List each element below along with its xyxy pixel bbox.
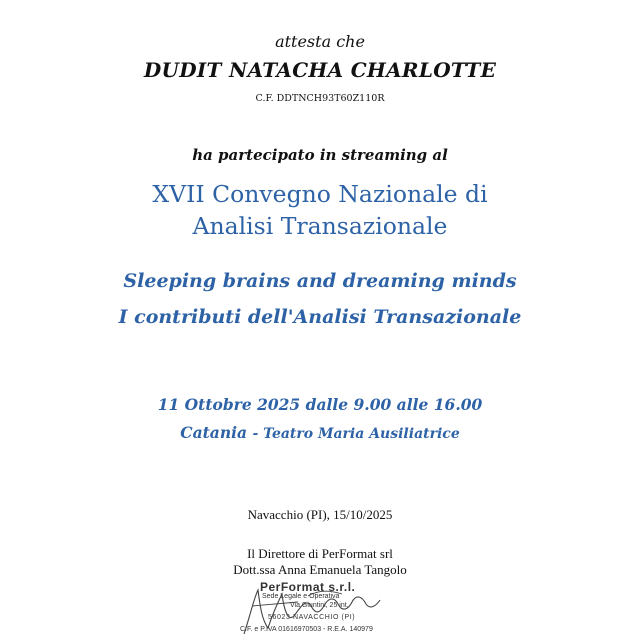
stamp-company-name: PerFormat s.r.l.	[260, 580, 356, 594]
attesta-label: attesta che	[275, 32, 365, 51]
handwritten-signature	[238, 576, 398, 640]
event-date: 11 Ottobre 2025 dalle 9.00 alle 16.00	[157, 395, 483, 414]
fiscal-code: C.F. DDTNCH93T60Z110R	[255, 93, 385, 104]
stamp-legal-seat: Sede Legale e Operativa	[262, 593, 340, 600]
event-venue: - Teatro Maria Ausiliatrice	[252, 426, 460, 442]
director-name: Dott.ssa Anna Emanuela Tangolo	[233, 562, 407, 577]
participation-label: ha partecipato in streaming al	[192, 146, 448, 164]
event-city: Catania	[180, 423, 248, 442]
event-subtitle-line2: I contributi dell'Analisi Transazionale	[118, 306, 522, 328]
signed-place-date: Navacchio (PI), 15/10/2025	[247, 507, 393, 522]
participant-name: DUDIT NATACHA CHARLOTTE	[143, 58, 497, 82]
event-title-line2: Analisi Transazionale	[192, 212, 448, 240]
event-title-line1: XVII Convegno Nazionale di	[152, 180, 488, 208]
director-title: Il Direttore di PerFormat srl	[247, 546, 393, 561]
stamp-address: Via Giuntini, 25 int.	[290, 602, 349, 609]
stamp-city: 56023 NAVACCHIO (PI)	[268, 614, 356, 621]
stamp-tax-info: C.F. e P.IVA 01616970503 - R.E.A. 140979	[240, 626, 373, 633]
event-subtitle-line1: Sleeping brains and dreaming minds	[123, 270, 517, 292]
event-location	[0, 423, 640, 442]
